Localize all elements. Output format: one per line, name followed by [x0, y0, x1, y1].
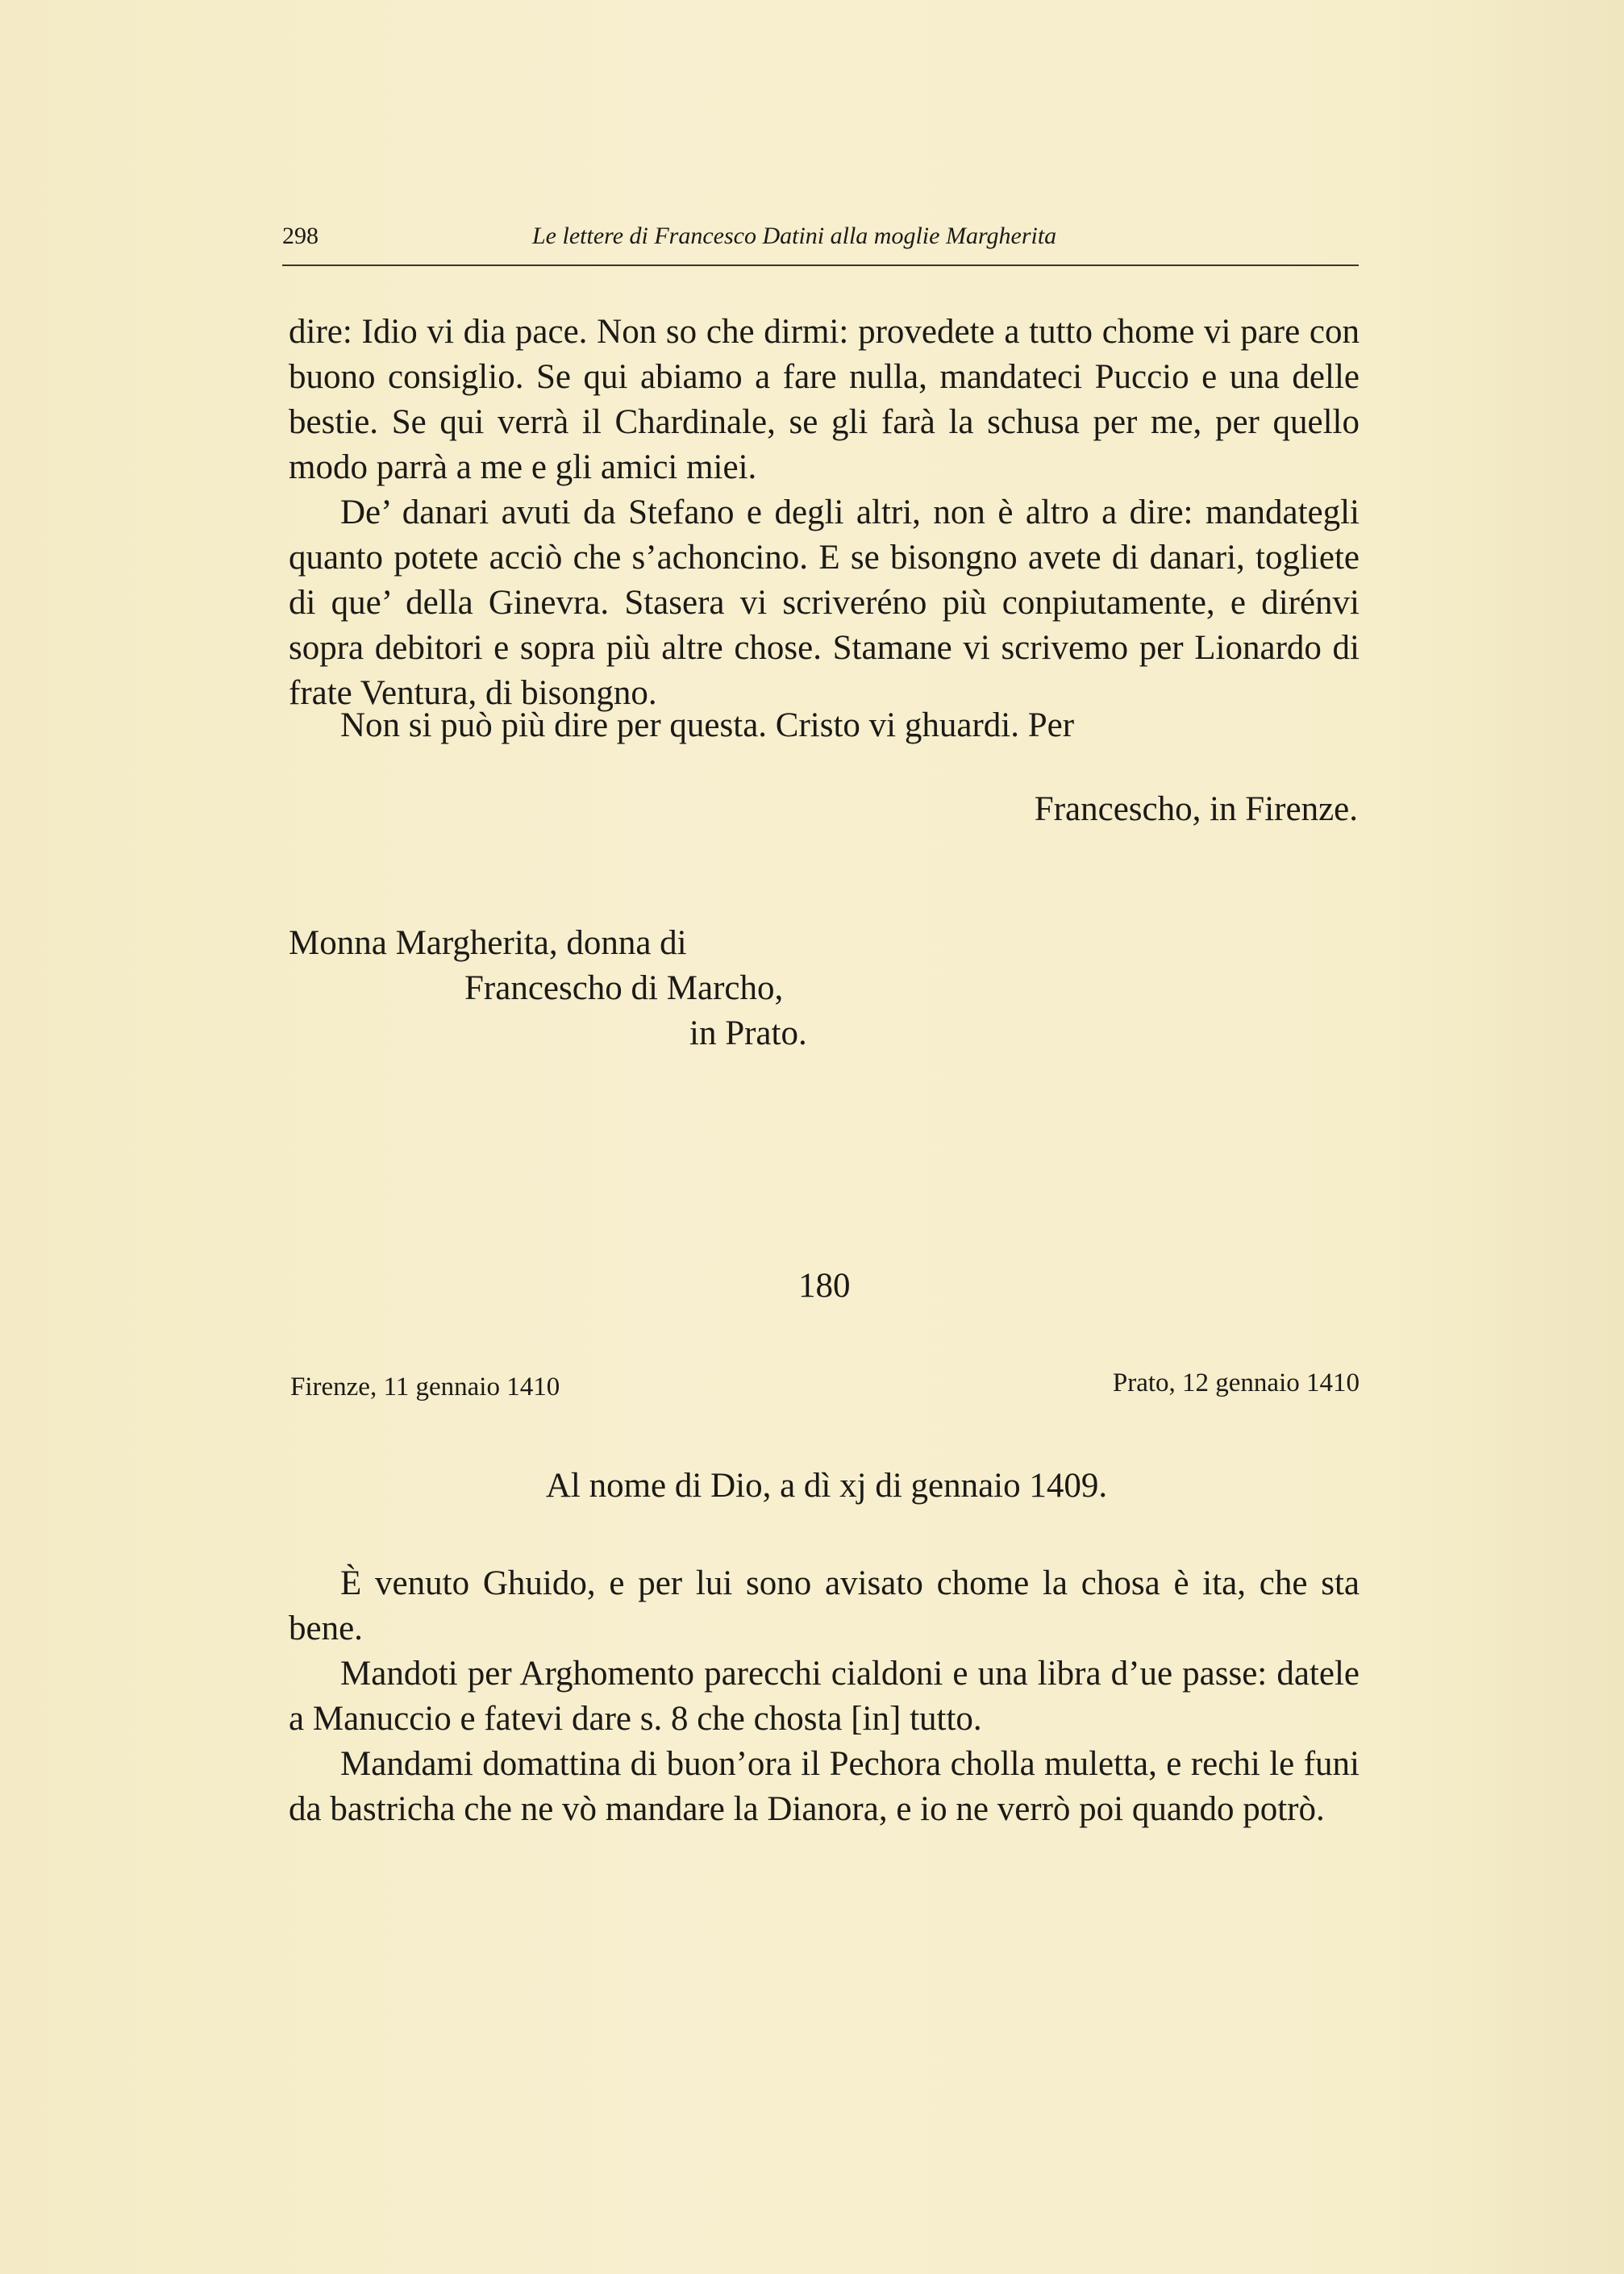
letter-179-paragraph-3: Non si può più dire per questa. Cristo vi ghuardi. Per	[340, 706, 1075, 744]
address-line-2: Francescho di Marcho,	[464, 969, 784, 1007]
letter-origin: Firenze, 11 gennaio 1410	[290, 1372, 560, 1401]
letter-180-paragraph-2: Mandoti per Arghomento parecchi cialdoni e una libra d’ue passe: datele a Manuccio e fatevi dare s. 8 che chosta [in] tutto.	[289, 1655, 1360, 1738]
address-line-1: Monna Margherita, donna di	[289, 924, 687, 962]
letter-179-signature: Franceschо, in Firenze.	[1034, 790, 1358, 828]
letter-opening: Al nome di Dio, a dì xj di gennaio 1409.	[545, 1467, 1108, 1505]
running-title: Le lettere di Francesco Datini alla moglie Margherita	[532, 223, 1057, 249]
page-header	[282, 218, 1359, 266]
letter-number: 180	[798, 1267, 851, 1305]
letter-179-paragraph-1: dire: Idio vi dia pace. Non so che dirmi: provedete a tutto chome vi pare con buono consiglio. Se qui abiamo a fare nulla, mandateci Puccio e una delle bestie. Se qui verrà il Chardinale, se gli farà la schusa per me, per quello modo parrà a me e gli amici miei.	[289, 313, 1360, 486]
address-line-3: in Prato.	[689, 1014, 807, 1052]
letter-180-paragraph-1: È venuto Ghuido, e per lui sono avisato chome la chosa è ita, che sta bene.	[289, 1564, 1360, 1647]
letter-180-paragraph-3: Mandami domattina di buon’ora il Pechora cholla muletta, e rechi le funi da bastricha che ne vò mandare la Dianora, e io ne verrò poi quando potrò.	[289, 1745, 1360, 1828]
page-number: 298	[282, 223, 319, 249]
letter-179-paragraph-2: De’ danari avuti da Stefano e degli altri, non è altro a dire: mandategli quanto potete acciò che s’achoncino. E se bisongno avete di danari, togliete di que’ della Ginevra. Stasera vi scriveréno più conpiutamente, e dirénvi sopra debitori e sopra più altre chose. Stamane vi scrivemo per Lionardo di frate Ventura, di bisongno.	[289, 494, 1360, 712]
letter-destination: Prato, 12 gennaio 1410	[1112, 1368, 1360, 1397]
